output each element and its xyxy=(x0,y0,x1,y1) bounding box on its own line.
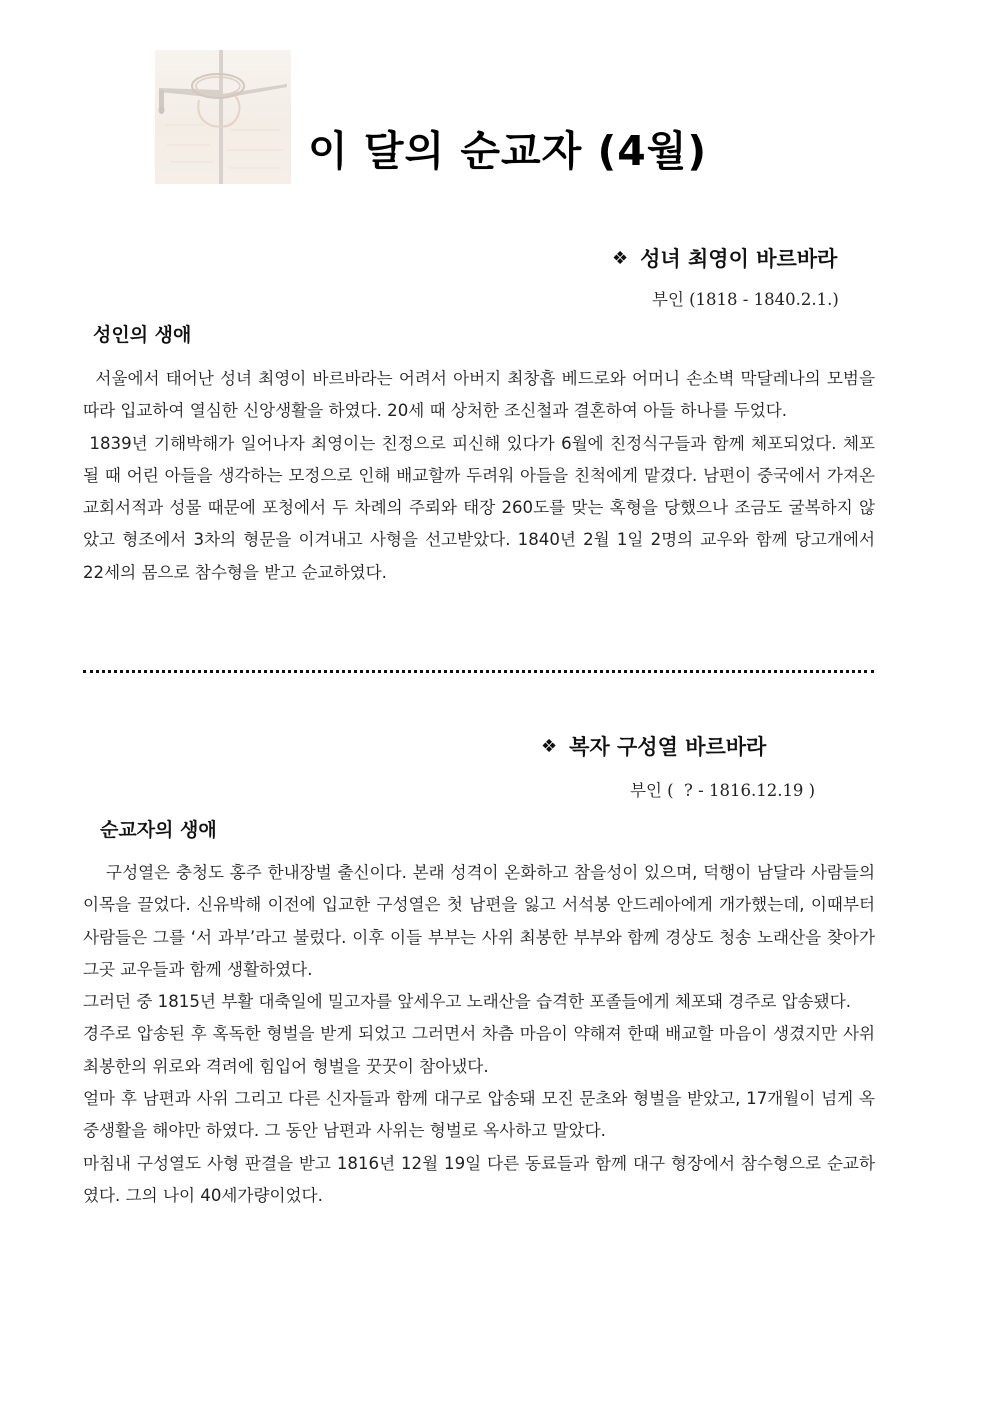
paragraph: 마침내 구성열도 사형 판결을 받고 1816년 12월 19일 다른 동료들과 함께 대구 형장에서 참수형으로 순교하였다. 그의 나이 40세가량이었다. xyxy=(83,1153,875,1205)
paragraph: 경주로 압송된 후 혹독한 형벌을 받게 되었고 그러면서 차츰 마음이 약해져 한때 배교할 마음이 생겼지만 사위 최봉한의 위로와 격려에 힘입어 형벌을 꿋꿋이 참아냈다. xyxy=(83,1024,875,1076)
paragraph: 얼마 후 남편과 사위 그리고 다른 신자들과 함께 대구로 압송돼 모진 문초와 형벌을 받았고, 17개월이 넘게 옥중생활을 해야만 하였다. 그 동안 남편과 사위는 형벌로 옥사하고 말았다. xyxy=(83,1089,875,1141)
paragraph: 그러던 중 1815년 부활 대축일에 밀고자를 앞세우고 노래산을 습격한 포졸들에게 체포돼 경주로 압송됐다. xyxy=(83,992,852,1012)
biography-text xyxy=(83,363,881,589)
page-title: 이 달의 순교자 (4월) xyxy=(308,127,708,175)
saint-dates: 부인 (1818 - 1840.2.1.) xyxy=(652,290,839,309)
diamond-bullet-icon: ❖ xyxy=(612,248,629,269)
paragraph: 1839년 기해박해가 일어나자 최영이는 친정으로 피신해 있다가 6월에 친정식구들과 함께 체포되었다. 체포될 때 어린 아들을 생각하는 모정으로 인해 배교할까 두려워 아들을 친척에게 맡겼다. 남편이 중국에서 가져온 교회서적과 성물 때문에 포청에서 두 차례의 주뢰와 태장 260도를 맞는 혹형을 당했으나 조금도 굴복하지 않았고 형조에서 3차의 형문을 이겨내고 사형을 선고받았다. 1840년 2월 1일 2명의 교우와 함께 당고개에서 22세의 몸으로 참수형을 받고 순교하였다. xyxy=(83,433,881,582)
dotted-divider xyxy=(83,670,874,673)
saint-dates: 부인 ( ? - 1816.12.19 ) xyxy=(630,781,816,800)
saint-name: 복자 구성열 바르바라 xyxy=(569,735,767,759)
paragraph: 서울에서 태어난 성녀 최영이 바르바라는 어려서 아버지 최창흡 베드로와 어머니 손소벽 막달레나의 모범을 따라 입교하여 열심한 신앙생활을 하였다. 20세 때 상처한 조신철과 결혼하여 아들 하나를 두었다. xyxy=(83,369,881,421)
cross-with-crown-of-thorns-icon xyxy=(155,50,291,184)
diamond-bullet-icon: ❖ xyxy=(541,736,558,757)
saint-name-heading xyxy=(541,731,766,761)
saint-name: 성녀 최영이 바르바라 xyxy=(640,247,838,271)
section-subheading: 순교자의 생애 xyxy=(100,819,217,841)
saint-name-heading xyxy=(612,243,837,273)
paragraph: 구성열은 충청도 홍주 한내장벌 출신이다. 본래 성격이 온화하고 참을성이 있으며, 덕행이 남달라 사람들의 이목을 끌었다. 신유박해 이전에 입교한 구성열은 첫 남편을 잃고 서석봉 안드레아에게 개가했는데, 이때부터 사람들은 그를 ‘서 과부’라고 불렀다. 이후 이들 부부는 사위 최봉한 부부와 함께 경상도 청송 노래산을 찾아가 그곳 교우들과 함께 생활하였다. xyxy=(83,863,881,979)
section-subheading: 성인의 생애 xyxy=(93,324,192,346)
biography-text xyxy=(83,857,881,1212)
